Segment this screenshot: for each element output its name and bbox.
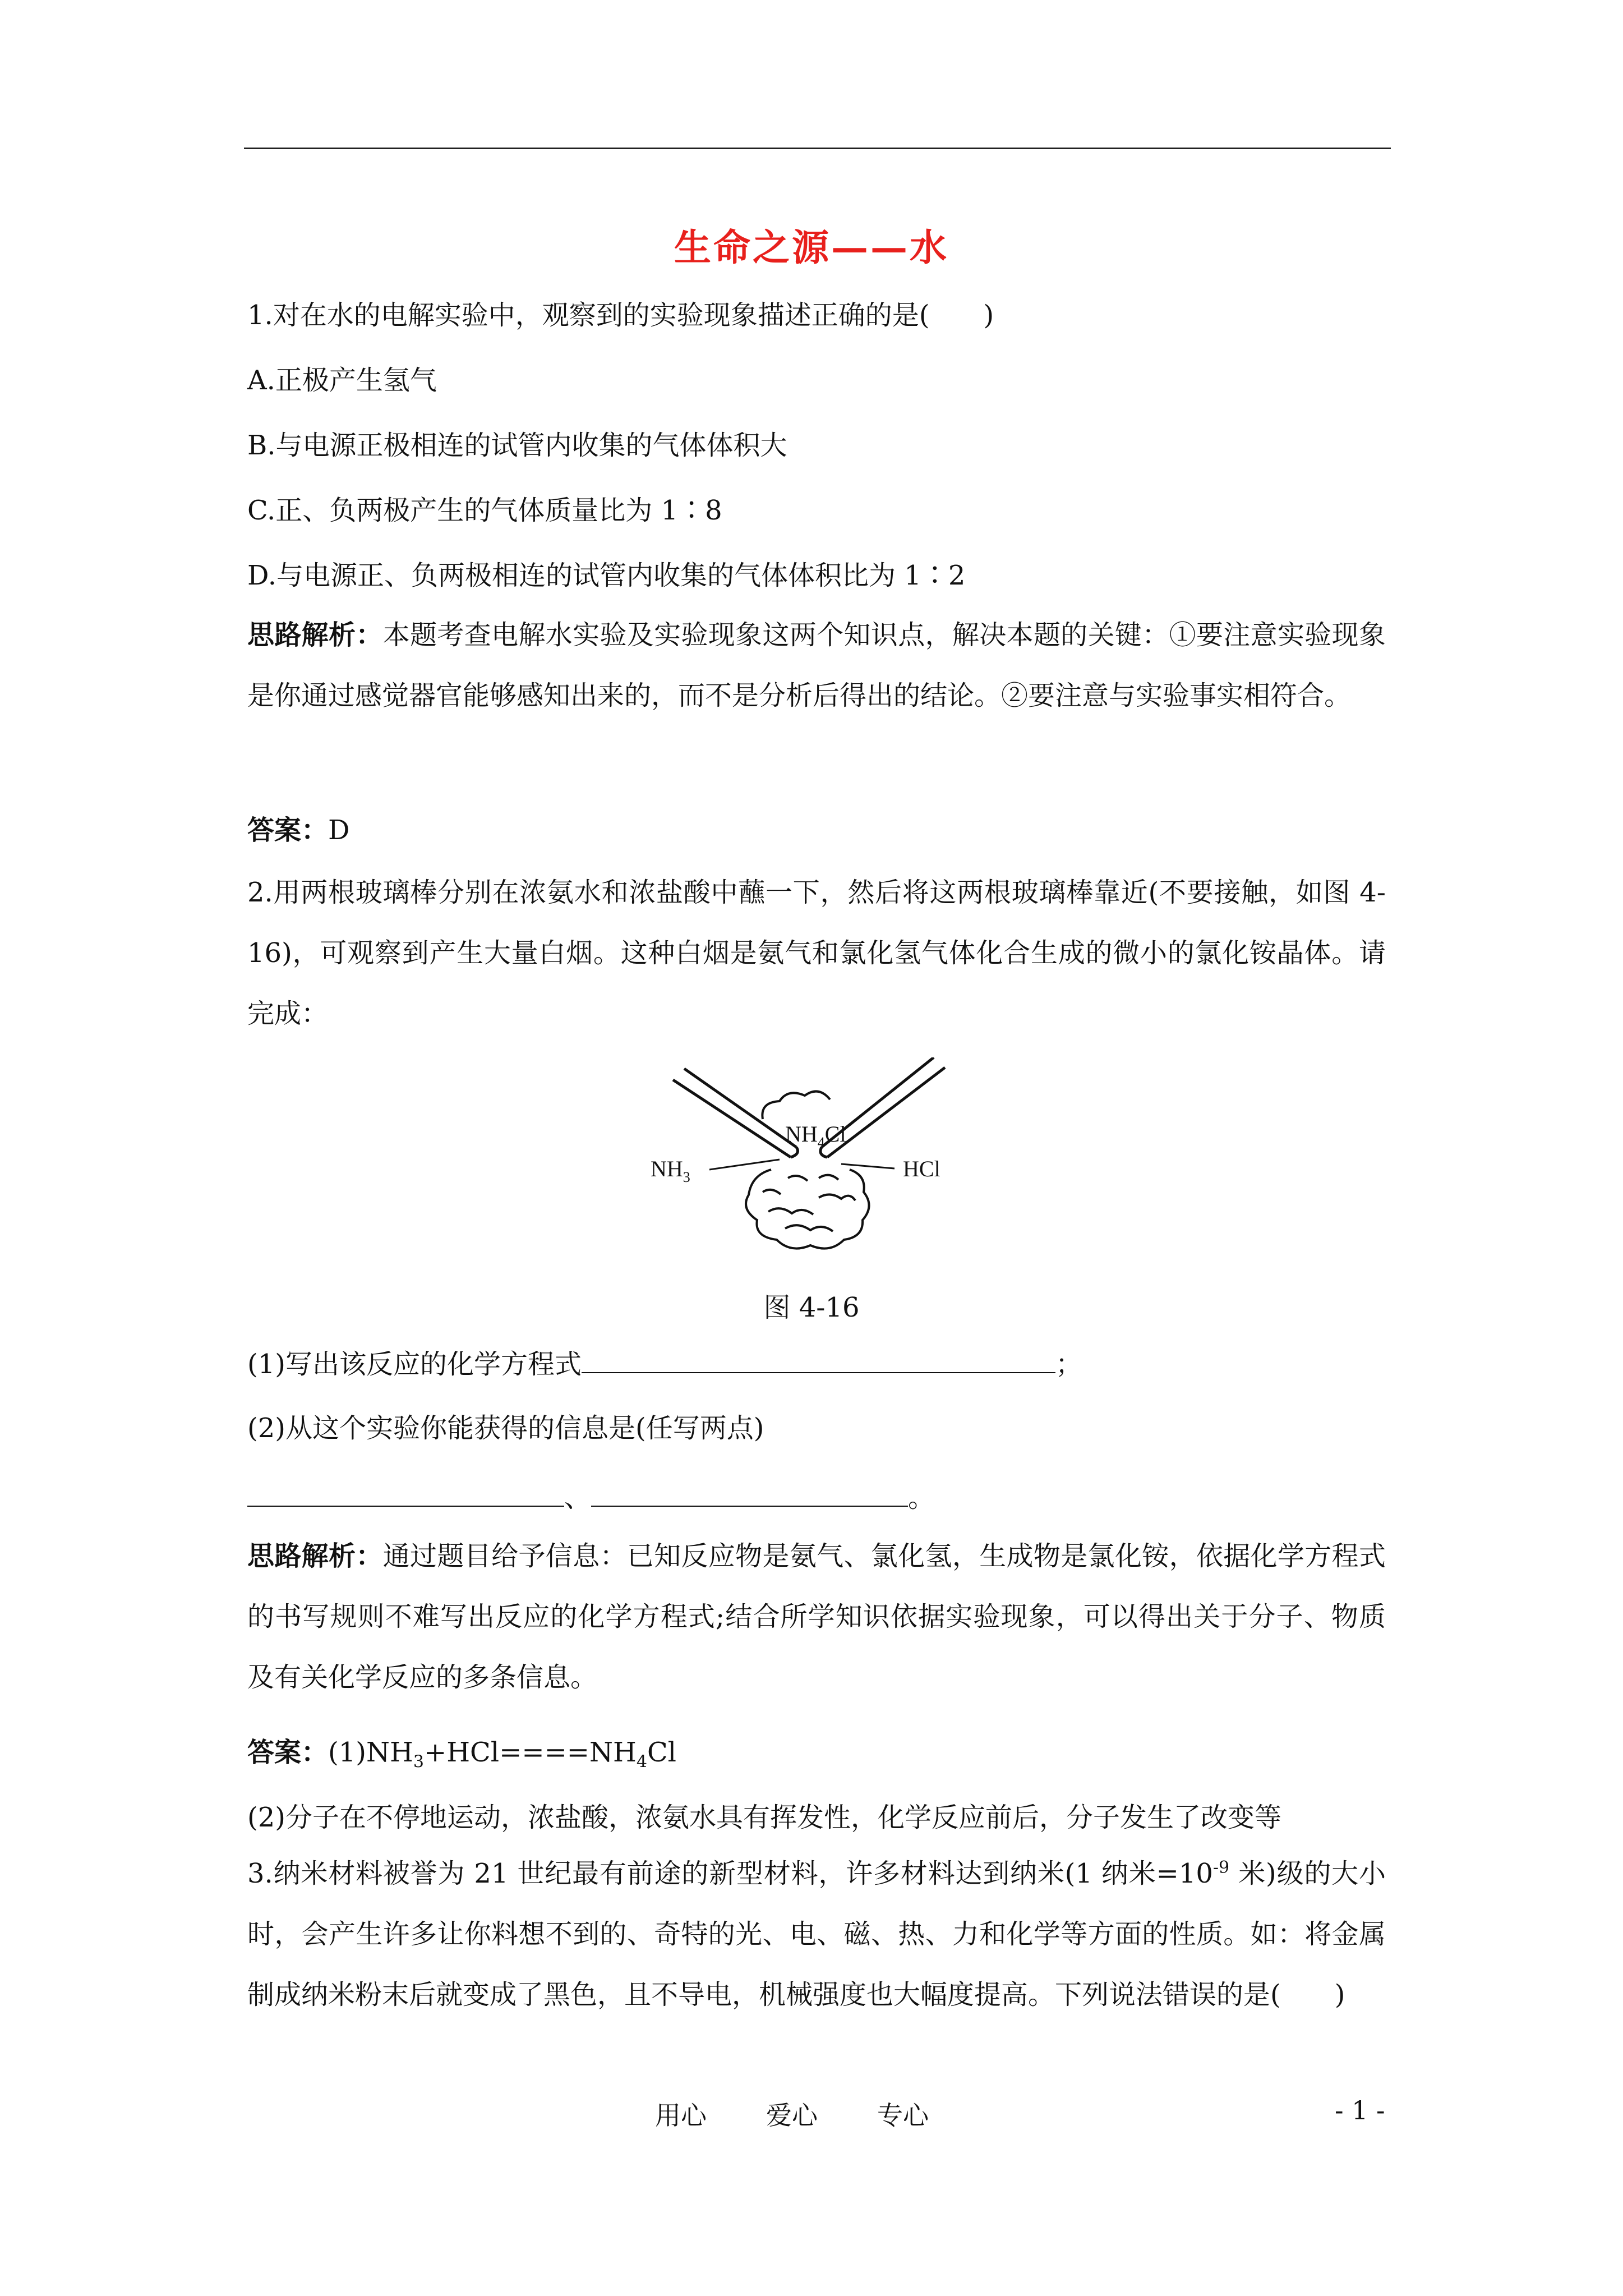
header-rule: [244, 148, 1391, 149]
footer-right: 专心: [877, 2100, 929, 2131]
q2-answer1: [247, 1736, 676, 1779]
q2-blank-1[interactable]: [247, 1480, 564, 1507]
q3-stem-b: 米)级的大小时，会产生许多让你料想不到的、奇特的光、电、磁、热、力和化学等方面的性质。如：将金属制成纳米粉末后就变成了黑色，且不导电，机械强度也大幅度提高。下列说法错误的是( ): [247, 1858, 1386, 2010]
q2-analysis-label: 思路解析：: [247, 1540, 383, 1572]
q3-stem-sup: -9: [1212, 1858, 1230, 1878]
footer-mid: 爱心: [766, 2100, 818, 2131]
q1-answer-value: D: [328, 815, 350, 846]
q2-analysis-text: 通过题目给予信息：已知反应物是氨气、氯化氢，生成物是氯化铵，依据化学方程式的书写规则不难写出反应的化学方程式;结合所学知识依据实验现象，可以得出关于分子、物质及有关化学反应的多条信息。: [247, 1540, 1386, 1693]
q1-analysis-text: 本题考查电解水实验及实验现象这两个知识点，解决本题的关键：①要注意实验现象是你通过感觉器官能够感知出来的，而不是分析后得出的结论。②要注意与实验事实相符合。: [247, 619, 1386, 711]
nh3-leader-line: [709, 1159, 780, 1170]
q1-option-b: B.与电源正极相连的试管内收集的气体体积大: [247, 430, 787, 461]
q2-analysis: [247, 1526, 1386, 1708]
q1-option-c: C.正、负两极产生的气体质量比为 1∶8: [247, 495, 722, 526]
q1-analysis: [247, 605, 1386, 726]
answer1-sub2: 4: [636, 1752, 647, 1772]
q1-option-a: A.正极产生氢气: [247, 365, 437, 396]
page-title: 生命之源——水: [674, 226, 949, 269]
q1-stem: 1.对在水的电解实验中，观察到的实验现象描述正确的是( ): [247, 300, 994, 331]
q1-answer-label: 答案：: [247, 815, 329, 846]
q2-sub1-text: (1)写出该反应的化学方程式: [247, 1349, 582, 1380]
nh3-label: $NH_3$: [651, 1156, 690, 1185]
hcl-label: HCl: [903, 1156, 940, 1181]
nh4cl-label: $NH_4Cl$: [785, 1121, 846, 1151]
q2-answer-label: 答案：: [247, 1737, 329, 1768]
left-glass-rod: [673, 1069, 797, 1157]
q2-sub2-blanks: [247, 1480, 935, 1515]
figure-4-16: [651, 1057, 965, 1278]
smoke-cloud: [746, 1091, 869, 1248]
figure-caption: 图 4-16: [763, 1292, 860, 1323]
answer1-sub1: 3: [413, 1752, 424, 1772]
answer1-prefix: (1)NH: [328, 1737, 413, 1768]
nh4cl-smoke-diagram: [651, 1057, 965, 1276]
q1-option-d: D.与电源正、负两极相连的试管内收集的气体体积比为 1∶2: [247, 560, 966, 591]
q2-sub2: (2)从这个实验你能获得的信息是(任写两点): [247, 1412, 764, 1444]
q1-answer: [247, 813, 350, 847]
q2-sub1-blank[interactable]: [582, 1346, 1055, 1373]
answer1-mid: +HCl====NH: [423, 1737, 637, 1768]
answer1-end: Cl: [647, 1737, 677, 1768]
hcl-leader-line: [841, 1164, 895, 1168]
footer-left: 用心: [655, 2100, 707, 2131]
q2-sub1: [247, 1346, 1082, 1381]
q2-end-mark: 。: [908, 1482, 935, 1513]
q3-stem: [247, 1838, 1386, 2025]
q2-answer2: (2)分子在不停地运动，浓盐酸，浓氨水具有挥发性，化学反应前后，分子发生了改变等: [247, 1802, 1281, 1833]
q2-sub1-end: ；: [1055, 1349, 1083, 1380]
q2-separator: 、: [564, 1482, 592, 1513]
q2-blank-2[interactable]: [591, 1480, 908, 1507]
page-number: - 1 -: [1335, 2095, 1385, 2125]
q1-analysis-label: 思路解析：: [247, 619, 383, 651]
q3-stem-a: 3.纳米材料被誉为 21 世纪最有前途的新型材料，许多材料达到纳米(1 纳米=10: [247, 1858, 1213, 1889]
q2-stem: 2.用两根玻璃棒分别在浓氨水和浓盐酸中蘸一下，然后将这两根玻璃棒靠近(不要接触，如图 4-16)，可观察到产生大量白烟。这种白烟是氨气和氯化氢气体化合生成的微小的氯化铵晶体。请完成：: [247, 877, 1386, 1029]
